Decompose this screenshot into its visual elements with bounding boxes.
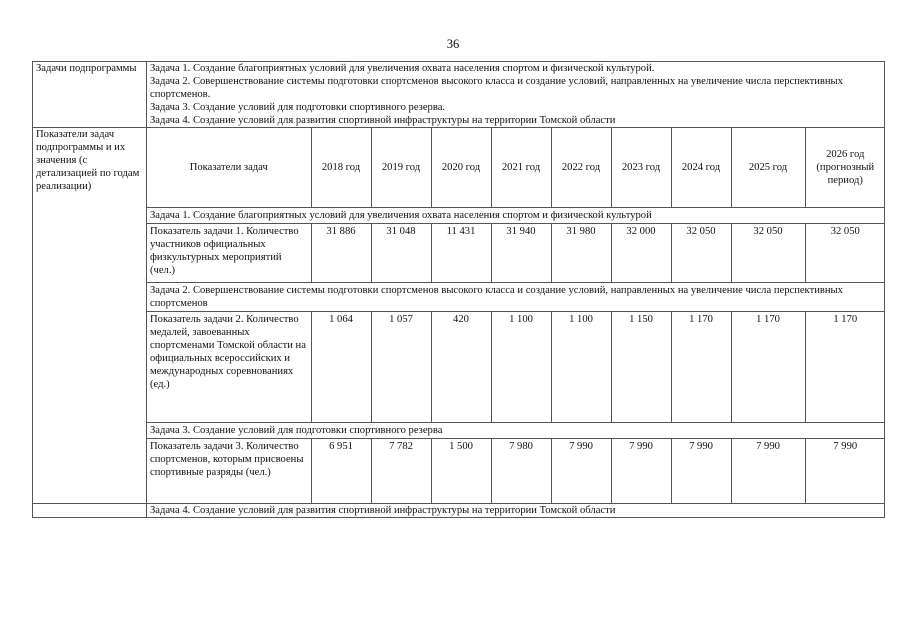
indicator-value: 1 170 xyxy=(805,312,885,423)
header-year: 2026 год (прогнозный период) xyxy=(805,128,885,208)
indicator-value: 1 170 xyxy=(731,312,805,423)
indicator-value: 7 990 xyxy=(551,439,611,503)
final-task-empty xyxy=(33,503,147,517)
indicator-name: Показатель задачи 3. Количество спортсменов, которым присвоены спортивные разряды (чел.) xyxy=(147,439,311,503)
indicator-value: 11 431 xyxy=(431,224,491,283)
indicator-value: 1 057 xyxy=(371,312,431,423)
task-heading: Задача 3. Создание условий для подготовки спортивного резерва xyxy=(147,423,885,439)
header-year: 2021 год xyxy=(491,128,551,208)
indicator-value: 420 xyxy=(431,312,491,423)
indicator-value: 6 951 xyxy=(311,439,371,503)
header-year: 2020 год xyxy=(431,128,491,208)
indicator-value: 7 990 xyxy=(805,439,885,503)
header-year: 2022 год xyxy=(551,128,611,208)
program-table xyxy=(32,61,885,518)
tasks-row xyxy=(33,62,885,128)
indicator-value: 7 990 xyxy=(671,439,731,503)
indicator-value: 1 150 xyxy=(611,312,671,423)
indicators-header-row xyxy=(147,128,885,208)
header-indicator: Показатели задач xyxy=(147,128,311,208)
indicator-value: 31 048 xyxy=(371,224,431,283)
task-heading-row xyxy=(147,423,885,439)
header-year: 2025 год xyxy=(731,128,805,208)
indicator-value: 1 100 xyxy=(551,312,611,423)
task-item: Задача 4. Создание условий для развития спортивной инфраструктуры на территории Томской области xyxy=(150,115,616,126)
indicator-value: 32 000 xyxy=(611,224,671,283)
indicator-value: 32 050 xyxy=(805,224,885,283)
task-item: Задача 1. Создание благоприятных условий для увеличения охвата населения спортом и физической культурой. xyxy=(150,63,655,74)
indicators-row xyxy=(33,128,885,504)
indicator-value: 31 886 xyxy=(311,224,371,283)
indicator-row xyxy=(147,312,885,423)
header-year: 2018 год xyxy=(311,128,371,208)
indicator-name: Показатель задачи 2. Количество медалей, завоеванных спортсменами Томской области на официальных всероссийских и международных соревнованиях (ед.) xyxy=(147,312,311,423)
indicators-label: Показатели задач подпрограммы и их значения (с детализацией по годам реализации) xyxy=(33,128,147,504)
header-year: 2019 год xyxy=(371,128,431,208)
task-item: Задача 3. Создание условий для подготовки спортивного резерва. xyxy=(150,102,446,113)
indicator-row xyxy=(147,224,885,283)
indicator-name: Показатель задачи 1. Количество участников официальных физкультурных мероприятий (чел.) xyxy=(147,224,311,283)
header-year: 2023 год xyxy=(611,128,671,208)
header-year: 2024 год xyxy=(671,128,731,208)
indicator-value: 1 064 xyxy=(311,312,371,423)
indicator-value: 7 990 xyxy=(611,439,671,503)
task-heading: Задача 1. Создание благоприятных условий для увеличения охвата населения спортом и физической культурой xyxy=(147,208,885,224)
page-number: 36 xyxy=(446,37,460,51)
task-heading: Задача 2. Совершенствование системы подготовки спортсменов высокого класса и создание условий, направленных на увеличение числа перспективных спортсменов xyxy=(147,283,885,312)
indicator-value: 32 050 xyxy=(731,224,805,283)
indicator-value: 31 940 xyxy=(491,224,551,283)
indicator-value: 31 980 xyxy=(551,224,611,283)
indicator-value: 1 100 xyxy=(491,312,551,423)
indicators-container xyxy=(147,128,885,504)
indicator-value: 7 980 xyxy=(491,439,551,503)
task-heading-row xyxy=(147,208,885,224)
indicators-table xyxy=(147,128,885,503)
final-task: Задача 4. Создание условий для развития спортивной инфраструктуры на территории Томской области xyxy=(147,503,885,517)
indicator-value: 32 050 xyxy=(671,224,731,283)
tasks-list xyxy=(147,62,885,128)
indicator-value: 1 170 xyxy=(671,312,731,423)
indicator-value: 7 782 xyxy=(371,439,431,503)
indicator-row xyxy=(147,439,885,503)
task-heading-row xyxy=(147,283,885,312)
task-item: Задача 2. Совершенствование системы подготовки спортсменов высокого класса и создание условий, направленных на увеличение числа перспективных спортсменов. xyxy=(150,76,843,100)
indicator-value: 7 990 xyxy=(731,439,805,503)
final-task-row xyxy=(33,503,885,517)
tasks-label: Задачи подпрограммы xyxy=(33,62,147,128)
indicator-value: 1 500 xyxy=(431,439,491,503)
